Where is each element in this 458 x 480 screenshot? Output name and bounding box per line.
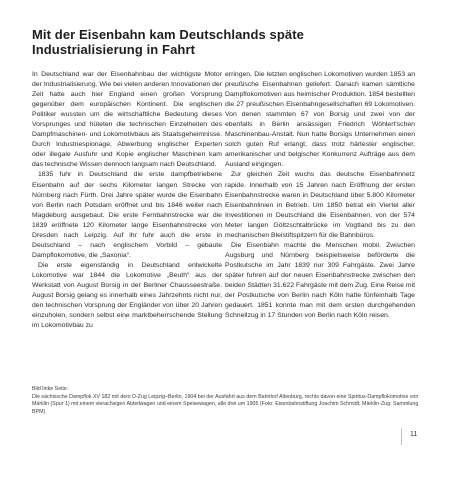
paragraph: Die Eisenbahn machte die Menschen mobil. Zwischen Augsburg und Nürnberg beispielsweise beförderte die Postkutsche im Jahr 1839 nur 309 Fahrgäste. Zwei Jahre später fuhren auf der neuen Eisenbahnstrecke zwischen den beiden Städten 31.622 Fahrgäste mit dem Zug. Eine Reise mit der Postkutsche von Berlin nach Köln hatte fünfeinhalb Tage gedauert. 1851 konnte man mit dem ersten durchgehenden Schnellzug in 17 Stunden von Berlin nach Köln reisen. bbox=[225, 241, 415, 320]
image-caption bbox=[32, 386, 422, 416]
paragraph: 1835 fuhr in Deutschland die erste dampfbetriebene Eisenbahn auf der sechs Kilometer langen Strecke von Nürnberg nach Fürth. Drei Jahre später wurde die Eisenbahn von Berlin nach Potsdam eröffnet und bis 1846 weiter nach Magdeburg ausgebaut. Die erste Fernbahnstrecke war die 1839 eröffnete 120 Kilometer lange Eisenbahnstrecke von Dresden nach Leipzig. Auf ihr fuhr auch die erste in Deutschland – nach englischem Vorbild – gebaute Dampflokomotive, die „Saxonia“. bbox=[32, 171, 222, 259]
paragraph: erringen. Die letzten englischen Lokomotiven wurden 1853 an preußische Eisenbahnen geliefert. Danach kamen sämtliche Dampflokomotiven aus heimischer Produktion. 1854 bestellten die 27 preußischen Eisenbahngesellschaften 69 Lokomotiven. Von denen stammten 67 von Borsig und zwei von der ebenfalls in Berlin ansässigen Friedrich Wöhlert'schen Maschinenbau-Anstalt. Nun hatte Borsigs Unternehmen einen solch guten Ruf erlangt, dass trotz härtester englischer, amerikanischer und belgischer Konkurrenz Aufträge aus dem Ausland eingingen. bbox=[225, 71, 415, 169]
paragraph: In Deutschland war der Eisenbahnbau der wichtigste Motor der Industrialisierung. Wie bei vielen anderen Innovationen der Zeit hatte auch hier England einen großen Vorsprung gegenüber dem europäischen Kontinent. Die englischen Politiker wussten um die wirtschaftliche Bedeutung dieses Vorsprunges und hüteten die technischen Einzelheiten des Dampfmaschinen- und Lokomotivbaus als Staatsgeheimnisse. Durch Industriespionage, Abwerbung englischer Experten oder illegale Ausfuhr und Kopie englischer Maschinen kam das technische Wissen dennoch langsam nach Deutschland. bbox=[32, 71, 222, 169]
left-text-column bbox=[32, 70, 222, 331]
paragraph: Zur gleichen Zeit wuchs das deutsche Eisenbahnnetz rapide. Innerhalb von 15 Jahren nach Eröffnung der ersten Eisenbahnstrecke waren in Deutschland über 5.800 Kilometer Eisenbahnlinien in Betrieb. Um 1850 betrat ein Viertel aller Investitionen in Deutschland die Eisenbahnen, von der 574 Meter langen Göltzschtalbrücke im Vogtland bis zu den mechanischen Bleistiftspitzern für die Bahnbüros. bbox=[225, 171, 415, 239]
paragraph: Die erste eigenständig in Deutschland entwickelte Lokomotive war 1844 die Lokomotive „Beuth“ aus der Werkstatt von August Borsig in der Berliner Chausseestraße. August Borsig gelang es innerhalb eines Jahrzehnts nicht nur, den technischen Vorsprung der Engländer von über 20 Jahren einzuholen, sondern selbst eine marktbeherrschende Stellung im Lokomotivbau zu bbox=[32, 261, 222, 330]
caption-heading: Bild linke Seite: bbox=[32, 386, 69, 392]
page-title-line-1: Mit der Eisenbahn kam Deutschlands späte bbox=[32, 27, 305, 42]
page-title bbox=[32, 27, 412, 57]
page-number-rule bbox=[401, 428, 402, 445]
page-title-line-2: Industrialisierung in Fahrt bbox=[32, 42, 196, 57]
caption-text: Die sächsische Dampflok XV 182 mit dem D-Zug Leipzig–Berlin, 1904 bei der Ausfahrt aus dem Bahnhof Altenburg, rechts davon eine Spiritus-Dampflokomotive von Märklin (Spur 1) mit einem vierachsigen Abteilwagen und einem Speisewagen, alle drei um 1905 (Foto: Eisenbahnstiftung Joachim Schmidt; Märklin-Zug: Sammlung BPM) bbox=[32, 393, 419, 415]
right-text-column bbox=[225, 70, 415, 321]
page-number: 11 bbox=[410, 431, 418, 438]
